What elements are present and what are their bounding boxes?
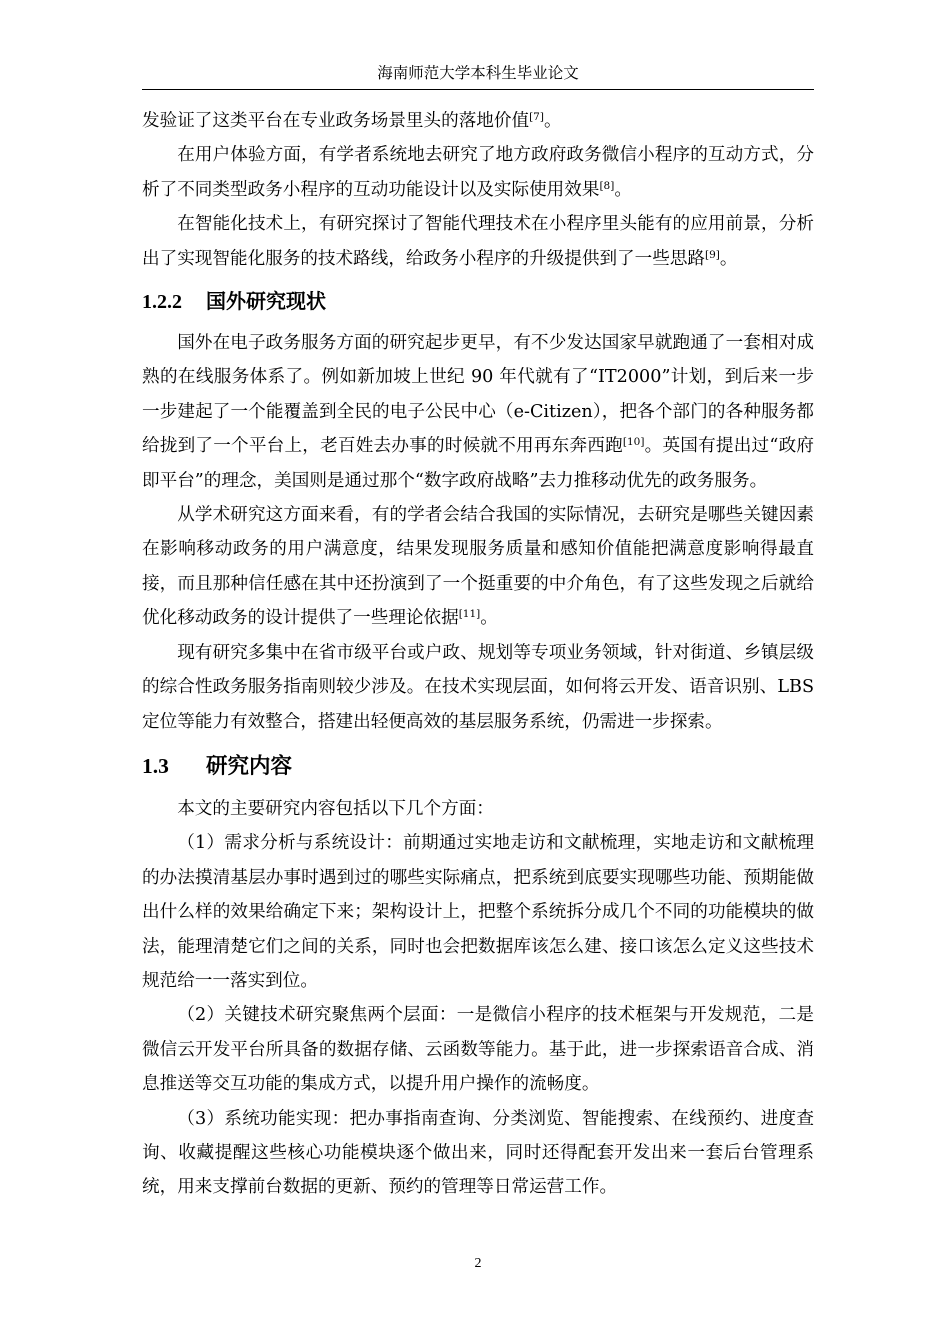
citation: [8] (599, 179, 615, 192)
section-1-2-2-paragraph-3: 现有研究多集中在省市级平台或户政、规划等专项业务领域，针对街道、乡镇层级的综合性政务服务指南则较少涉及。在技术实现层面，如何将云开发、语音识别、LBS 定位等能力有效整合，搭建出轻便高效的基层服务系统，仍需进一步探索。 (142, 642, 814, 732)
page-number: 2 (474, 1256, 482, 1271)
citation: [10] (622, 436, 645, 449)
section-heading-1-3 (142, 748, 814, 785)
intro-paragraph-2: 在用户体验方面，有学者系统地去研究了地方政府政务微信小程序的互动方式，分析了不同类型政务小程序的互动功能设计以及实际使用效果[8]。 (142, 145, 814, 200)
section-number: 1.2.2 (142, 291, 182, 314)
section-1-3-paragraph-2: （1）需求分析与系统设计：前期通过实地走访和文献梳理，实地走访和文献梳理的办法摸清基层办事时遇到过的哪些实际痛点，把系统到底要实现哪些功能、预期能做出什么样的效果给确定下来；架构设计上，把整个系统拆分成几个不同的功能模块的做法，能理清楚它们之间的关系，同时也会把数据库该怎么建、接口该怎么定义这些技术规范给一一落实到位。 (142, 833, 814, 991)
section-title: 研究内容 (206, 753, 293, 779)
section-1-3-paragraph-4: （3）系统功能实现：把办事指南查询、分类浏览、智能搜索、在线预约、进度查询、收藏提醒这些核心功能模块逐个做出来，同时还得配套开发出来一套后台管理系统，用来支撑前台数据的更新、预约的管理等日常运营工作。 (142, 1108, 814, 1198)
section-number: 1.3 (142, 753, 169, 778)
section-1-2-2-paragraph-1: 国外在电子政务服务方面的研究起步更早，有不少发达国家早就跑通了一套相对成熟的在线服务体系了。例如新加坡上世纪 90 年代就有了“IT2000”计划，到后来一步一步建起了一个能覆盖到全民的电子公民中心（e-Citizen），把各个部门的各种服务都给拢到了一个平台上，老百姓去办事的时候就不用再东奔西跑[10]。英国有提出过“政府即平台”的理念，美国则是通过那个“数字政府战略”去力推移动优先的政务服务。 (142, 333, 814, 491)
header-rule (142, 89, 814, 90)
citation: [7] (529, 111, 544, 123)
section-1-3-paragraph-1: 本文的主要研究内容包括以下几个方面： (177, 798, 494, 819)
citation: [11] (458, 608, 481, 621)
intro-paragraph-3: 在智能化技术上，有研究探讨了智能代理技术在小程序里头能有的应用前景，分析出了实现智能化服务的技术路线，给政务小程序的升级提供到了一些思路[9]。 (142, 214, 814, 269)
citation: [9] (705, 248, 720, 261)
section-1-3-paragraph-3: （2）关键技术研究聚焦两个层面：一是微信小程序的技术框架与开发规范，二是微信云开发平台所具备的数据存储、云函数等能力。基于此，进一步探索语音合成、消息推送等交互功能的集成方式，以提升用户操作的流畅度。 (142, 1005, 814, 1095)
page-body (142, 104, 814, 1205)
running-header: 海南师范大学本科生毕业论文 (377, 64, 579, 82)
section-heading-1-2-2 (142, 284, 814, 319)
intro-paragraph-1: 发验证了这类平台在专业政务场景里头的落地价值[7]。 (142, 111, 562, 131)
section-1-2-2-paragraph-2: 从学术研究这方面来看，有的学者会结合我国的实际情况，去研究是哪些关键因素在影响移动政务的用户满意度，结果发现服务质量和感知价值能把满意度影响得最直接，而且那种信任感在其中还扮演到了一个挺重要的中介角色，有了这些发现之后就给优化移动政务的设计提供了一些理论依据[11]。 (142, 505, 814, 629)
section-title: 国外研究现状 (206, 289, 326, 314)
